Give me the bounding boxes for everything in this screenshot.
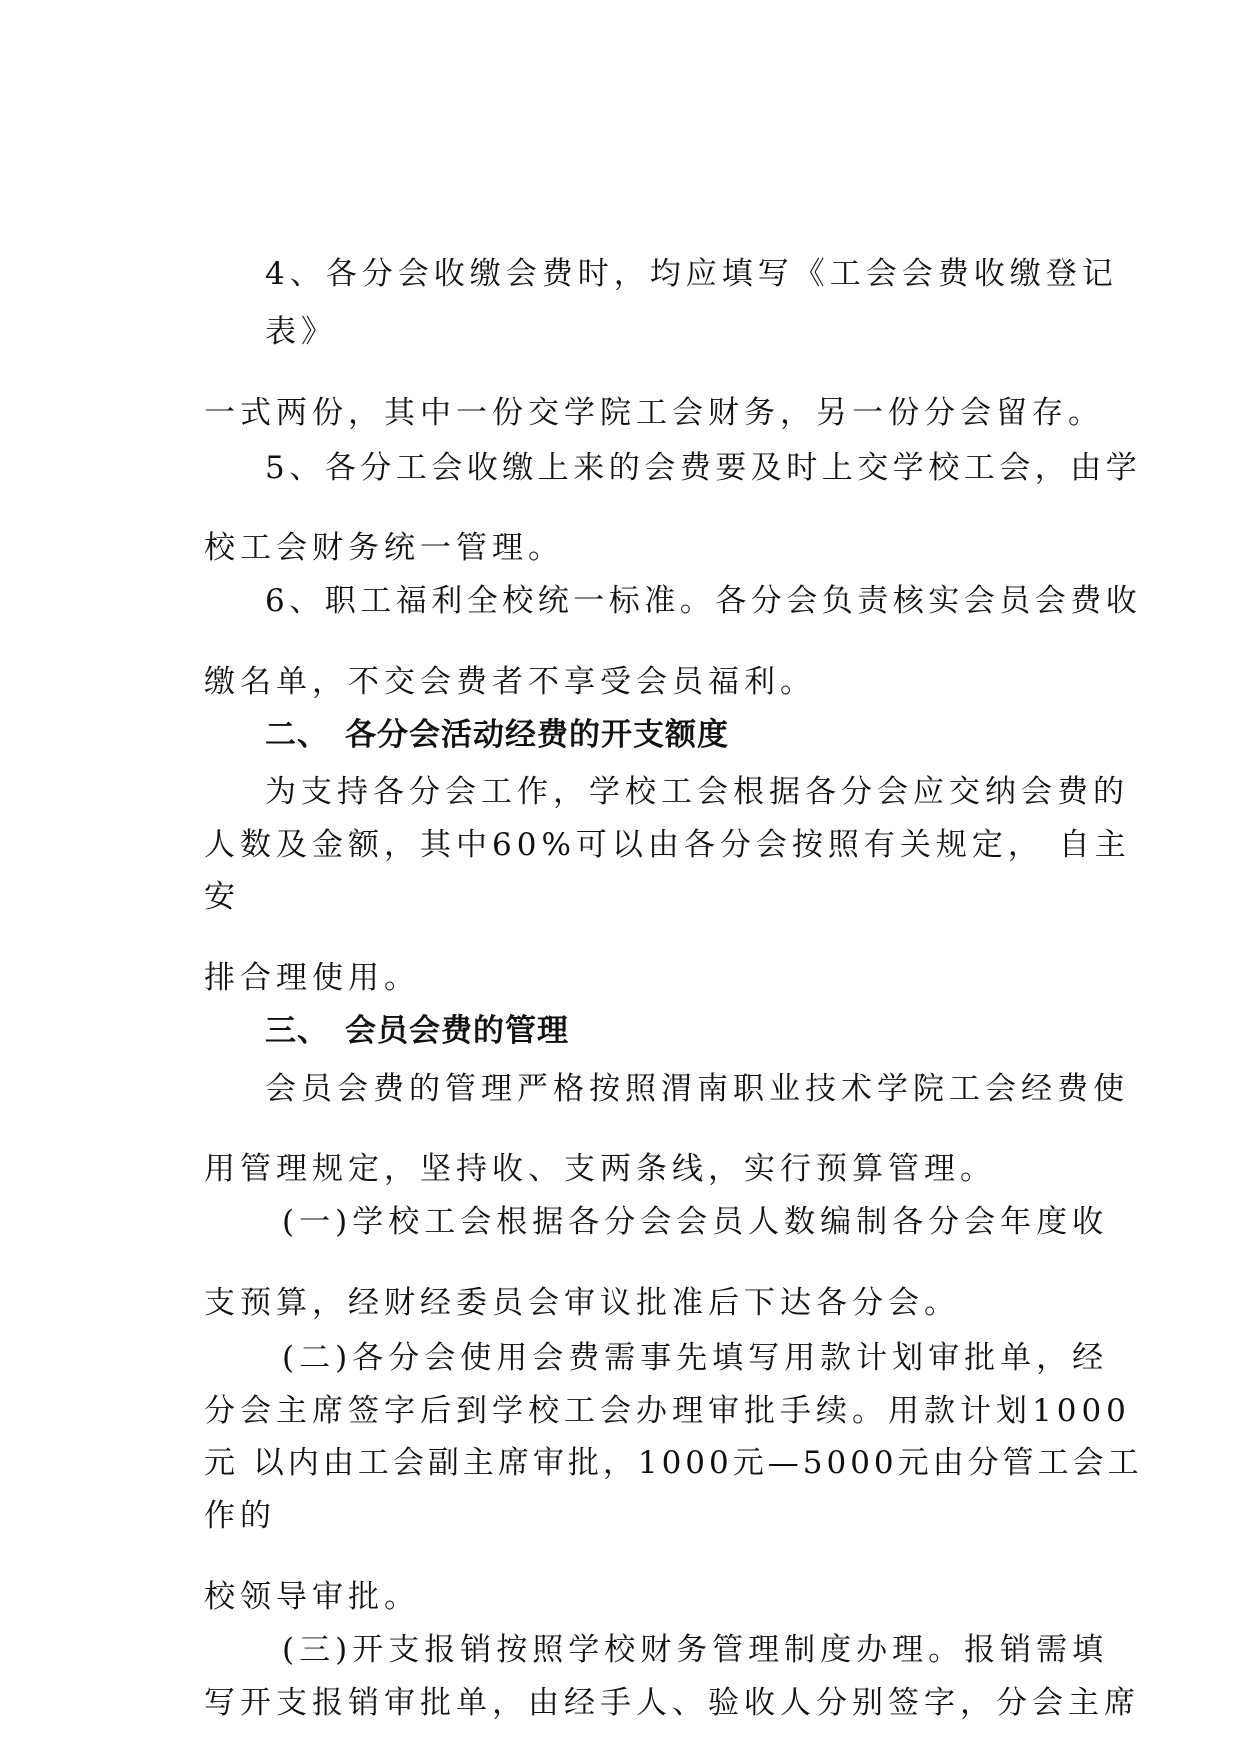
body-text-line: 元 以内由工会副主席审批，1000元—5000元由分管工会工 (204, 1445, 1143, 1481)
body-text-line: 支预算，经财经委员会审议批准后下达各分会。 (204, 1285, 960, 1321)
body-text-line: 写开支报销审批单，由经手人、验收人分别签字，分会主席 (204, 1685, 1140, 1721)
body-text-line: (三)开支报销按照学校财务管理制度办理。报销需填 (282, 1632, 1109, 1668)
body-text-line: 排合理使用。 (204, 960, 420, 996)
body-text-line: (一)学校工会根据各分会会员人数编制各分会年度收 (282, 1204, 1109, 1240)
section-heading (265, 1011, 569, 1051)
body-text-line: 安 (204, 879, 240, 915)
body-text-line: 表》 (265, 314, 337, 350)
body-text-line: 5、各分工会收缴上来的会费要及时上交学校工会，由学 (265, 450, 1142, 486)
body-text-line: 为支持各分会工作，学校工会根据各分会应交纳会费的 (265, 774, 1129, 810)
body-text-line: 4、各分会收缴会费时，均应填写《工会会费收缴登记 (265, 256, 1118, 292)
section-heading-title: 各分会活动经费的开支额度 (345, 717, 729, 753)
section-heading (265, 715, 729, 755)
body-text-line: 用管理规定，坚持收、支两条线，实行预算管理。 (204, 1151, 996, 1187)
section-heading-number: 二、 (265, 717, 329, 753)
body-text-line: 6、职工福利全校统一标准。各分会负责核实会员会费收 (265, 583, 1142, 619)
section-heading-title: 会员会费的管理 (345, 1013, 569, 1049)
section-heading-number: 三、 (265, 1013, 329, 1049)
body-text-line: 校领导审批。 (204, 1579, 420, 1615)
body-text-line: 分会主席签字后到学校工会办理审批手续。用款计划1000 (204, 1393, 1131, 1429)
body-text-line: 作的 (204, 1498, 276, 1534)
body-text-line: 会员会费的管理严格按照渭南职业技术学院工会经费使 (265, 1071, 1129, 1107)
body-text-line: 校工会财务统一管理。 (204, 530, 564, 566)
body-text-line: (二)各分会使用会费需事先填写用款计划审批单，经 (282, 1340, 1109, 1376)
body-text-line: 缴名单，不交会费者不享受会员福利。 (204, 664, 816, 700)
body-text-line: 一式两份，其中一份交学院工会财务，另一份分会留存。 (204, 395, 1104, 431)
body-text-line: 人数及金额，其中60%可以由各分会按照有关规定， 自主 (204, 827, 1131, 863)
